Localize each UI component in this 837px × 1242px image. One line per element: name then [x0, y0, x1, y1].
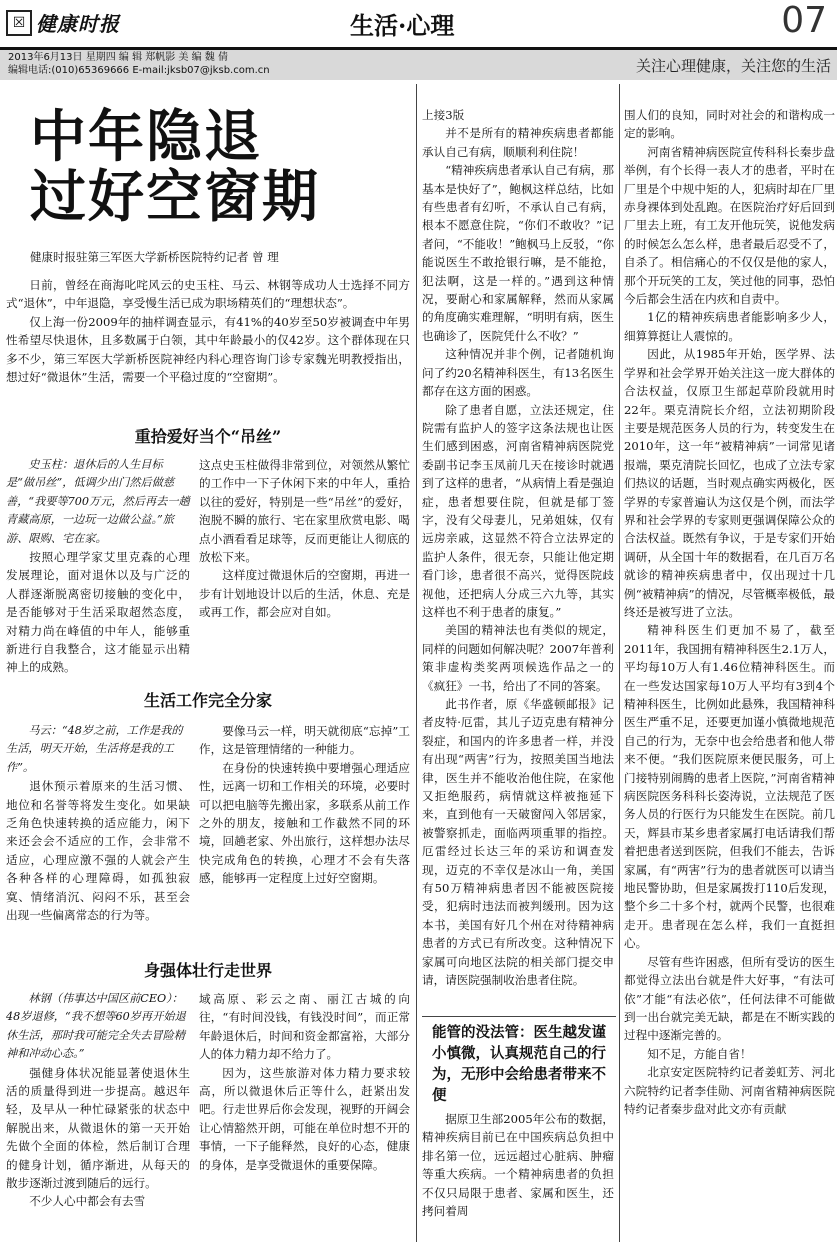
article-intro: [6, 276, 410, 386]
headline-line-2: 过好空窗期: [30, 165, 320, 230]
article2-column-a-bottom: [422, 1110, 614, 1220]
info-bar: [0, 50, 837, 80]
body-paragraph: 这样度过微退休后的空窗期，再进一步有计划地设计以后的生活，休息、充是或再工作，都会应对自如。: [199, 568, 410, 620]
logo-mark-icon: ☒: [6, 10, 32, 36]
article-byline: 健康时报驻第三军医大学新桥医院特约记者 曾 理: [30, 250, 279, 264]
body-paragraph: 河南省精神病医院宣传科科长秦步盘举例，有个长得一表人才的患者，平时在厂里是个中规中矩的人，犯病时却在厂里赤身裸体到处乱跑。在医院治疗好后回到厂里去上班，有工友开他玩笑，说他发病的时候怎么怎么样，患者最后忍受不了，自杀了。相信痛心的不仅仅是他的家人，那个开玩笑的工友，笑过他的同事，恐怕今后都会生活在内疚和自责中。: [624, 144, 835, 307]
edition-info: [8, 51, 270, 77]
quote-text: 林钢（伟事达中国区前CEO）：48岁退修，“我不想等60岁再开始退休生活，那时我可能完全失去冒险精神和冲动心态。”: [6, 992, 186, 1061]
quote-text: 史玉柱：退休后的人生目标是“做吊丝”，低调少出门然后做慈善，“我要等700万元，然后再去一趟青藏高原，一边玩一边做公益。”旅游、限购、宅在家。: [6, 458, 190, 545]
article2-subheadline: 能管的没法管：医生越发谨小慎微，认真规范自己的行为，无形中会给患者带来不便: [432, 1024, 606, 1104]
article2-column-a: [422, 106, 614, 990]
section3-body: [6, 1064, 190, 1211]
section1-body: [6, 548, 190, 677]
section2-body: [6, 777, 190, 924]
subheading-3: 身强体壮行走世界: [143, 961, 272, 980]
section2-left-column: [6, 722, 190, 924]
intro-paragraph: 日前，曾经在商海叱咤风云的史玉柱、马云、林钢等成功人士选择不同方式“退休”，中年退隐，享受慢生活已成为职场精英们的“理想状态”。: [6, 278, 410, 311]
section3-quote: [6, 990, 190, 1064]
section2-right-column: [199, 722, 410, 888]
edition-contact: 编辑电话:(010)65369666 E-mail:jksb07@jksb.com.cn: [8, 65, 270, 76]
body-paragraph: 在身份的快速转换中要增强心理适应性，远离一切和工作相关的环境，必要时可以把电脑等先搬出家，多联系从前工作之外的朋友，接触和工作截然不同的环境，回趟老家、外出旅行，这样想办法尽快完成角色的转换，心理才不会有失落感，能够再一定程度上过好空窗期。: [199, 760, 410, 886]
box-rule: [422, 1016, 616, 1017]
contributors-note: 北京安定医院特约记者姜虹芳、河北六院特约记者李佳勋、河南省精神病医院特约记者秦步盘对此文亦有贡献: [624, 1065, 835, 1116]
body-text: 这点史玉柱做得非常到位，对领然从繁忙的工作中一下子休闲下来的中年人，重拾以往的爱好，特别是一些“吊丝”的爱好，泡脱不瞬的旅行、宅在家里欣赏电影、喝点小酒看看足球等，反而更能让人彻底的放松下来。: [199, 458, 410, 565]
logo-text: 健康时报: [36, 12, 120, 36]
body-paragraph: 因为，这些旅游对体力精力要求较高，所以微退休后正等什么，赶紧出发吧。行走世界后你会发现，视野的开阔会让心情豁然开朗，可能在单位时想不开的事情，一下子能释然，良好的心态，健康的身体，是享受微退休的重要保障。: [199, 1065, 410, 1172]
body-paragraph: 此书作者，原《华盛顿邮报》记者皮特·厄雷，其儿子迈克患有精神分裂症，和国内的许多患者一样，并没有出现“两害”行为，按照美国当地法律，医生并不能收治他住院，在家他又拒绝服药，病情就这样被拖延下来，直到他有一天破窗闯入邻居家，被警察抓走，面临两项重罪的指控。厄雷经过长达三年的采访和调查发现，迈克的不幸仅是冰山一角，美国有50万精神病患者因不能被医院接受，犯病时违法而被判缓刑。因为这本书，美国有好几个州在对待精神病患者的方式已有所改变。这种情况下家属可向地区法院的相关部门提交申请，请医院强制收治患者住院。: [422, 697, 614, 988]
body-paragraph: 1亿的精神疾病患者能影响多少人，细算算挺让人震惊的。: [624, 310, 835, 343]
article-headline: [30, 105, 400, 230]
body-paragraph: 除了患者自愿，立法还规定，住院需有监护人的签字这条法规也让医生们感到困惑，河南省精神病医院党委副书记李玉凤前几天在接诊时就遇到了这样的患者，“从病情上看是强迫症，患者想要住院，但就是郁丁签字，没有父母妻儿，兄弟姐妹，仅有远房亲戚，这显然不符合立法界定的监护人条件，很无奈，只能让他定期看门诊，患者很不高兴，觉得医院歧视他，还把病人分成三六九等，其实这样也不利于患者的康复。”: [422, 402, 614, 619]
column-divider: [619, 84, 620, 1242]
headline-line-1: 中年隐退: [30, 105, 262, 170]
section3-left-column: [6, 990, 190, 1211]
page-number: 07: [781, 0, 827, 41]
section1-right-column: [199, 456, 410, 622]
continuation-note: 上接3版: [422, 108, 465, 122]
body-paragraph: [199, 456, 410, 566]
body-paragraph: 这种情况并非个例，记者随机询问了约20名精神科医生，有13名医生都存在这方面的困惑。: [422, 347, 614, 399]
body-paragraph: 不少人心中都会有去雪: [29, 1194, 146, 1209]
intro-paragraph: 仅上海一份2009年的抽样调查显示，有41%的40岁至50岁被调查中年男性希望尽快退休，且多数属于白领，其中年龄最小的仅42岁。这个群体现在只多不少，第三军医大学新桥医院神经内科心理咨询门诊专家魏光明教授指出，想过好“微退休”生活，需要一个平稳过度的“空窗期”。: [6, 314, 410, 385]
section3-right-column: [199, 990, 410, 1174]
body-paragraph: 精神科医生们更加不易了，截至2011年，我国拥有精神科医生2.1万人，平均每10万人有1.46位精神科医生。而在一些发达国家每10万人平均有3到4个精神科医生，比例如此悬殊，我国精神科医生严重不足，还要更加谨小慎微地规范自己的行为，无奈中也会给患者和他人带来不便。“我们医院原来便民服务，可上门接特别闹腾的患者上医院，”河南省精神病医院医务科科长姿涛说，立法规范了医务人员的行医行为只能发生在医院。前几天，辉县市某乡患者家属打电话请我们帮着把患者送到医院，但我们不能去，告诉家属，有“两害”行为的患者就医可以请当地民警协助，但是家属拨打110后发现，整个乡二十多个村，就两个民警，也很难走开。患者现在怎么样，我们一直挺担心。: [624, 623, 835, 951]
body-paragraph: 按照心理学家艾里克森的心理发展理论，面对退休以及与广泛的人群逐渐脱离密切接触的变化中，是否能够对于生活采取超然态度，对精力尚在峰值的中年人，能够重新进行自我整合，这才能显示出精神上的成熟。: [6, 550, 190, 675]
body-paragraph: 尽管有些许困惑，但所有受访的医生都觉得立法出台就是件大好事，“有法可依”才能“有法必依”，任何法律不可能做到一出台就完美无缺，都是在不断实践的过程中逐渐完善的。: [624, 954, 835, 1043]
body-paragraph: 域高原、彩云之南、丽江古城的向往，“有时间没钱，有钱没时间”，而正常年龄退休后，时间和资金都富裕，大部分人的体力精力却不给力了。: [199, 992, 410, 1062]
quote-text: 马云：“48岁之前，工作是我的生活，明天开始，生活将是我的工作”。: [6, 724, 183, 774]
body-paragraph: 退休预示着原来的生活习惯、地位和名誉等将发生变化。如果缺乏角色快速转换的适应能力，闲下来还会会不适应的工作，会非常不适应，心理应激不强的人就会产生各种各样的心理障碍，如孤独寂寞、情绪消沉、闷闷不乐，甚至会出现一些偏离常态的行为等。: [6, 779, 190, 923]
column-divider: [416, 84, 417, 1242]
body-paragraph: 强健身体状况能显著使退休生活的质量得到进一步提高。越迟年轻，及早从一种忙碌紧张的状态中解脱出来，从微退休的第一天开始先做个全面的体检，然后制订合理的健身计划，循序渐进，从每天的散步逐渐过渡到随后的远行。: [6, 1065, 190, 1191]
body-paragraph: 据原卫生部2005年公布的数据，精神疾病目前已在中国疾病总负担中排名第一位，远远超过心脏病、肿瘤等重大疾病。一个精神病患者的负担不仅只局限于患者、家属和医生，还拷问着周: [422, 1112, 614, 1219]
body-paragraph: “精神疾病患者承认自己有病，那基本是快好了”，鲍枫这样总结，比如有些患者有幻听，不承认自己有病，根本不愿意住院，“你们不敢收？”记者问，“不能收！”鲍枫马上反驳，“你能说医生不敢抢银行嘛，是不能抢，犯法啊，这是一样的。”遇到这种情况，要耐心和家属解释，然而从家属的角度确实难理解，“明明有病，医生也确诊了，医院凭什么不收？”: [422, 163, 614, 343]
newspaper-logo: [6, 8, 120, 37]
body-paragraph: 要像马云一样，明天就彻底“忘掉”工作，这是管理情绪的一种能力。: [199, 724, 410, 757]
masthead: [0, 0, 837, 48]
body-paragraph: 因此，从1985年开始，医学界、法学界和社会学界开始关注这一庞大群体的合法权益，仅原卫生部起草阶段就用时22年。栗克清院长介绍，立法初期阶段主要是规范医务人员的行为，转变发生在2010年，这一年“被精神病”一词常见诸报端，栗克清院长回忆，也成了立法专家们热议的话题，当时观点确实两极化，医学界的专家普遍认为这仅是个例，而法学界和社会学界的专家则更强调保障公众的合法权益。既然有争议，于是专家们开始调研，从全国十年的数据看，在几百万名就诊的精神疾病患者中，仅出现过十几例“被精神病”的情况，尽管概率极低，最终还是被写进了立法。: [624, 347, 835, 619]
section-title: 生活·心理: [350, 11, 455, 40]
section1-left-column: [6, 456, 190, 677]
subheading-1: 重拾爱好当个“吊丝”: [134, 427, 282, 446]
edition-date-editors: 2013年6月13日 星期四 编 辑 郑帆影 美 编 魏 倩: [8, 52, 228, 63]
article2-column-b: [624, 106, 835, 1118]
body-paragraph: 并不是所有的精神疾病患者都能承认自己有病，顺顺利利住院！: [422, 126, 614, 159]
body-paragraph: 围人们的良知，同时对社会的和谐构成一定的影响。: [624, 108, 835, 141]
page-slogan: 关注心理健康，关注您的生活: [635, 57, 831, 75]
body-paragraph: 知不足，方能自省！: [647, 1046, 752, 1061]
section2-quote: [6, 722, 190, 777]
body-paragraph: 美国的精神法也有类似的规定，同样的问题如何解决呢？2007年普利策非虚构类奖两项候选作品之一的《疯狂》一书，给出了不同的答案。: [422, 623, 614, 693]
section1-quote: [6, 456, 190, 548]
subheading-2: 生活工作完全分家: [143, 691, 272, 710]
